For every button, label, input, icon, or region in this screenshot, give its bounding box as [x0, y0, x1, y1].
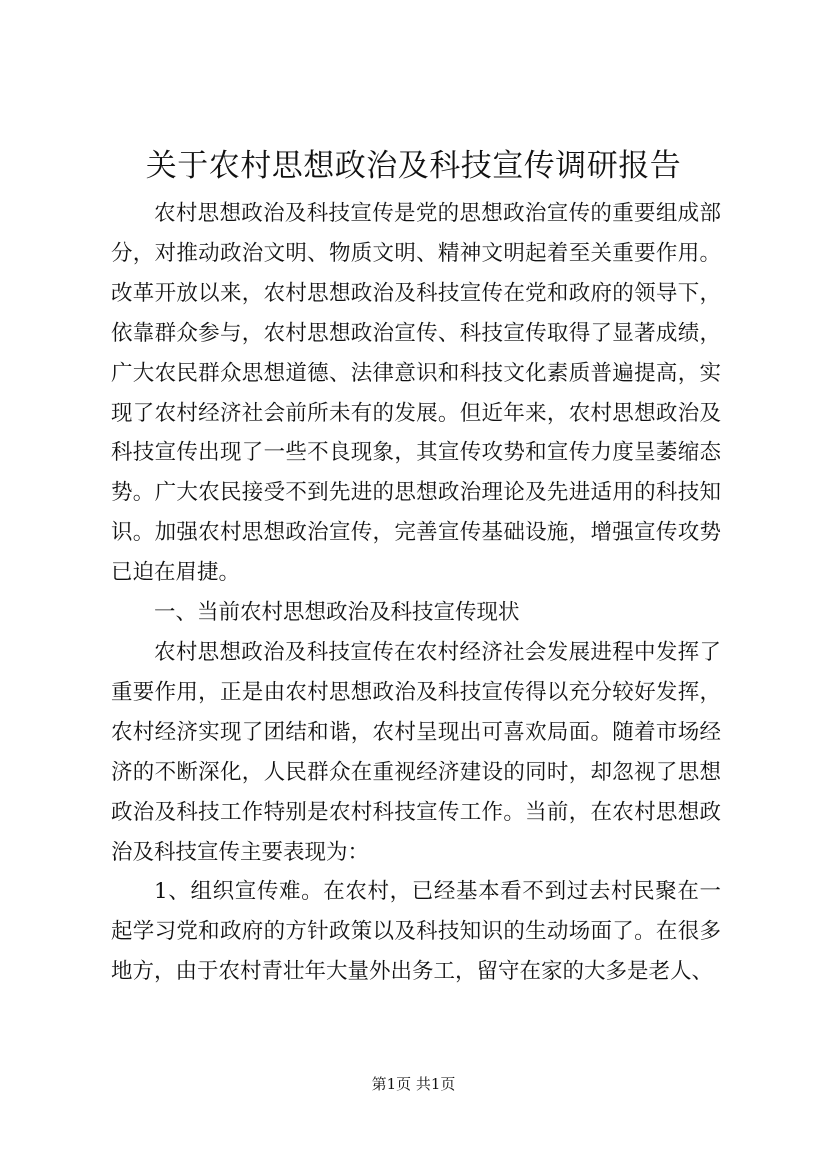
- page-footer: 第1页 共1页: [371, 1075, 456, 1093]
- paragraph-intro: 农村思想政治及科技宣传是党的思想政治宣传的重要组成部分，对推动政治文明、物质文明、精神文明起着至关重要作用。改革开放以来，农村思想政治及科技宣传在党和政府的领导下，依靠群众参与，农村思想政治宣传、科技宣传取得了显著成绩，广大农民群众思想道德、法律意识和科技文化素质普遍提高，实现了农村经济社会前所未有的发展。但近年来，农村思想政治及科技宣传出现了一些不良现象，其宣传攻势和宣传力度呈萎缩态势。广大农民接受不到先进的思想政治理论及先进适用的科技知识。加强农村思想政治宣传，完善宣传基础设施，增强宣传攻势已迫在眉捷。: [111, 201, 721, 586]
- section-heading-1: 一、当前农村思想政治及科技宣传现状: [154, 600, 520, 626]
- document-body: [111, 194, 721, 992]
- document-title: 关于农村思想政治及科技宣传调研报告: [145, 148, 682, 184]
- paragraph-item-1: 1、组织宣传难。在农村，已经基本看不到过去村民聚在一起学习党和政府的方针政策以及科技知识的生动场面了。在很多地方，由于农村青壮年大量外出务工，留守在家的大多是老人、: [111, 879, 721, 985]
- paragraph-status: 农村思想政治及科技宣传在农村经济社会发展进程中发挥了重要作用，正是由农村思想政治及科技宣传得以充分较好发挥，农村经济实现了团结和谐，农村呈现出可喜欢局面。随着市场经济的不断深化，人民群众在重视经济建设的同时，却忽视了思想政治及科技工作特别是农村科技宣传工作。当前，在农村思想政治及科技宣传主要表现为：: [111, 639, 721, 865]
